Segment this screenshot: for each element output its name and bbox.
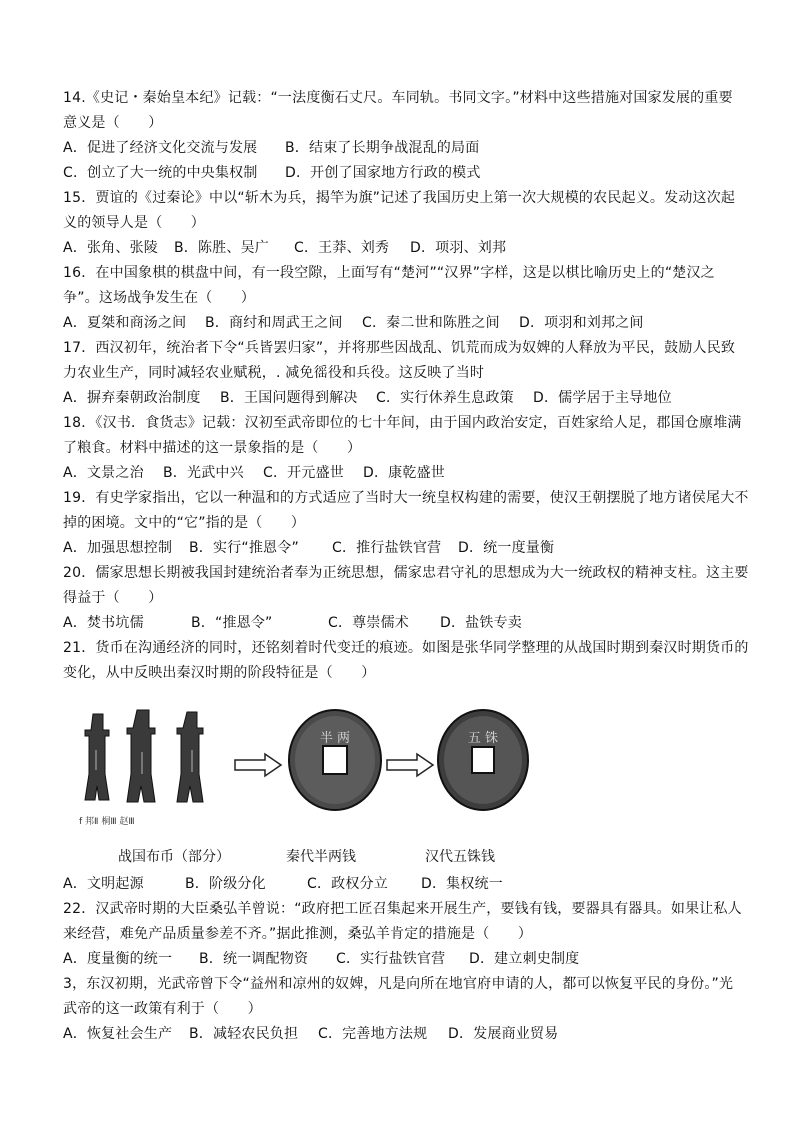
- option-b: B．统一调配物资: [199, 951, 309, 967]
- spade-coins-image: [75, 700, 225, 812]
- option-a: A．文景之治: [63, 465, 144, 481]
- options-row: [63, 461, 733, 486]
- exam-page: [63, 86, 749, 1047]
- option-b: B．光武中兴: [163, 465, 244, 481]
- coin-marks: f 邦Ⅱ 桐Ⅲ 赵Ⅲ: [79, 817, 135, 827]
- option-d: D．项羽、刘邦: [410, 240, 507, 256]
- question-19: [63, 486, 749, 561]
- question-18: [63, 411, 742, 486]
- option-c: C．实行盐铁官营: [336, 951, 446, 967]
- option-b: B．王国问题得到解决: [220, 390, 358, 406]
- option-b: B．商纣和周武王之间: [205, 315, 343, 331]
- option-c: C．王莽、刘秀: [294, 240, 390, 256]
- option-d: D．项羽和刘邦之间: [519, 315, 644, 331]
- caption-wuzhu: 汉代五铢钱: [425, 849, 495, 865]
- option-a: A．加强思想控制: [63, 540, 173, 556]
- question-stem: 义的领导人是（ ）: [63, 215, 205, 231]
- option-d: D．康乾盛世: [363, 465, 445, 481]
- question-stem: 武帝的这一政策有利于（ ）: [63, 1001, 262, 1017]
- question-20: [63, 561, 749, 636]
- options-row: [63, 386, 733, 411]
- options-row: [63, 311, 733, 336]
- caption-spade-coin: 战国布币（部分）: [118, 849, 230, 865]
- question-stem: 21．货币在沟通经济的同时，还铭刻着时代变迁的痕迹。如图是张华同学整理的从战国时期到秦汉时期货币的: [63, 640, 749, 656]
- question-stem: 变化，从中反映出秦汉时期的阶段特征是（ ）: [63, 665, 376, 681]
- question-21: [63, 636, 749, 897]
- question-stem: 18．《汉书．食货志》记载：汉初至武帝即位的七十年间，由于国内政治安定，百姓家给人足，郡国仓廪堆满: [63, 415, 742, 431]
- option-a: A．摒弃秦朝政治制度: [63, 390, 201, 406]
- question-stem: 19．有史学家指出，它以一种温和的方式适应了当时大一统皇权构建的需要，使汉王朝摆脱了地方诸侯尾大不: [63, 490, 749, 506]
- option-d: D．统一度量衡: [458, 540, 555, 556]
- question-stem: 得益于（ ）: [63, 590, 163, 606]
- option-b: B．阶级分化: [185, 876, 266, 892]
- option-c: C．秦二世和陈胜之间: [362, 315, 500, 331]
- option-c: C．尊崇儒术: [328, 615, 409, 631]
- option-b: B．陈胜、吴广: [174, 240, 270, 256]
- question-stem: 掉的困境。文中的“它”指的是（ ）: [63, 515, 306, 531]
- options-row: [63, 1022, 733, 1047]
- option-d: D．盐铁专卖: [440, 615, 522, 631]
- option-a: A．文明起源: [63, 876, 144, 892]
- banliang-coin-image: [285, 706, 385, 814]
- option-a: A．促进了经济文化交流与发展: [63, 140, 258, 156]
- coin-inscription: 半 两: [319, 731, 351, 746]
- question-stem: 3，东汉初期，光武帝曾下令“益州和凉州的奴婢，凡是向所在地官府申请的人，都可以恢复平民的身份。”光: [63, 976, 734, 992]
- option-a: A．张角、张陵: [63, 240, 158, 256]
- question-15: [63, 186, 736, 261]
- options-row: [63, 536, 733, 561]
- options-row: [63, 136, 733, 161]
- option-c: C．完善地方法规: [318, 1026, 428, 1042]
- question-16: [63, 261, 733, 336]
- option-d: D．儒学居于主导地位: [533, 390, 672, 406]
- arrow-right-icon: [233, 752, 283, 778]
- option-c: C．开元盛世: [263, 465, 344, 481]
- option-c: C．政权分立: [307, 876, 388, 892]
- question-stem: 16．在中国象棋的棋盘中间，有一段空隙，上面写有“楚河”“汉界”字样，这是以棋比喻历史上的“楚汉之: [63, 265, 715, 281]
- question-stem: 了粮食。材料中描述的这一景象指的是（ ）: [63, 440, 362, 456]
- option-d: D．发展商业贸易: [448, 1026, 559, 1042]
- option-d: D．集权统一: [421, 876, 503, 892]
- option-d: D．建立刺史制度: [469, 951, 580, 967]
- option-b: B．“推恩令”: [191, 615, 273, 631]
- question-stem: 争”。这场战争发生在（ ）: [63, 290, 256, 306]
- options-row: [63, 947, 733, 972]
- options-row: [63, 611, 733, 636]
- question-stem: 22．汉武帝时期的大臣桑弘羊曾说：“政府把工匠召集起来开展生产，要钱有钱，要器具有器具。如果让私人: [63, 901, 742, 917]
- option-a: A．焚书坑儒: [63, 615, 144, 631]
- currency-figure: [63, 696, 733, 846]
- option-b: B．实行“推恩令”: [189, 540, 299, 556]
- options-row: [63, 161, 733, 186]
- option-a: A．恢复社会生产: [63, 1026, 173, 1042]
- question-stem: 20．儒家思想长期被我国封建统治者奉为正统思想，儒家忠君守礼的思想成为大一统政权的精神支柱。这主要: [63, 565, 749, 581]
- option-b: B．减轻农民负担: [189, 1026, 299, 1042]
- option-a: A．夏桀和商汤之间: [63, 315, 187, 331]
- question-23: [63, 972, 733, 1047]
- options-row: [63, 236, 733, 261]
- options-row: [63, 872, 733, 897]
- question-stem: 意义是（ ）: [63, 115, 163, 131]
- option-c: C．推行盐铁官营: [332, 540, 442, 556]
- question-17: [63, 336, 736, 411]
- option-b: B．结束了长期争战混乱的局面: [285, 140, 480, 156]
- wuzhu-coin-image: [433, 706, 533, 814]
- option-c: C．实行休养生息政策: [376, 390, 514, 406]
- caption-banliang: 秦代半两钱: [286, 849, 356, 865]
- option-d: D．开创了国家地方行政的模式: [285, 165, 481, 181]
- option-a: A．度量衡的统一: [63, 951, 173, 967]
- question-stem: 来经营，难免产品质量参差不齐。”据此推测，桑弘羊肯定的措施是（ ）: [63, 926, 533, 942]
- option-c: C．创立了大一统的中央集权制: [63, 165, 258, 181]
- figure-captions: [63, 846, 733, 872]
- question-stem: 17．西汉初年，统治者下令“兵皆罢归家”，并将那些因战乱、饥荒而成为奴婢的人释放为平民，鼓励人民致: [63, 340, 736, 356]
- coin-inscription: 五 铢: [467, 731, 499, 746]
- arrow-right-icon: [385, 752, 435, 778]
- question-stem: 力农业生产，同时减轻农业赋税，. 减免徭役和兵役。这反映了当时: [63, 365, 485, 381]
- question-stem: 15．贾谊的《过秦论》中以“斩木为兵，揭竿为旗”记述了我国历史上第一次大规模的农民起义。发动这次起: [63, 190, 736, 206]
- question-22: [63, 897, 742, 972]
- question-14: [63, 86, 733, 186]
- question-stem: 14.《史记・秦始皇本纪》记载：“一法度衡石丈尺。车同轨。书同文字。”材料中这些措施对国家发展的重要: [63, 90, 733, 106]
